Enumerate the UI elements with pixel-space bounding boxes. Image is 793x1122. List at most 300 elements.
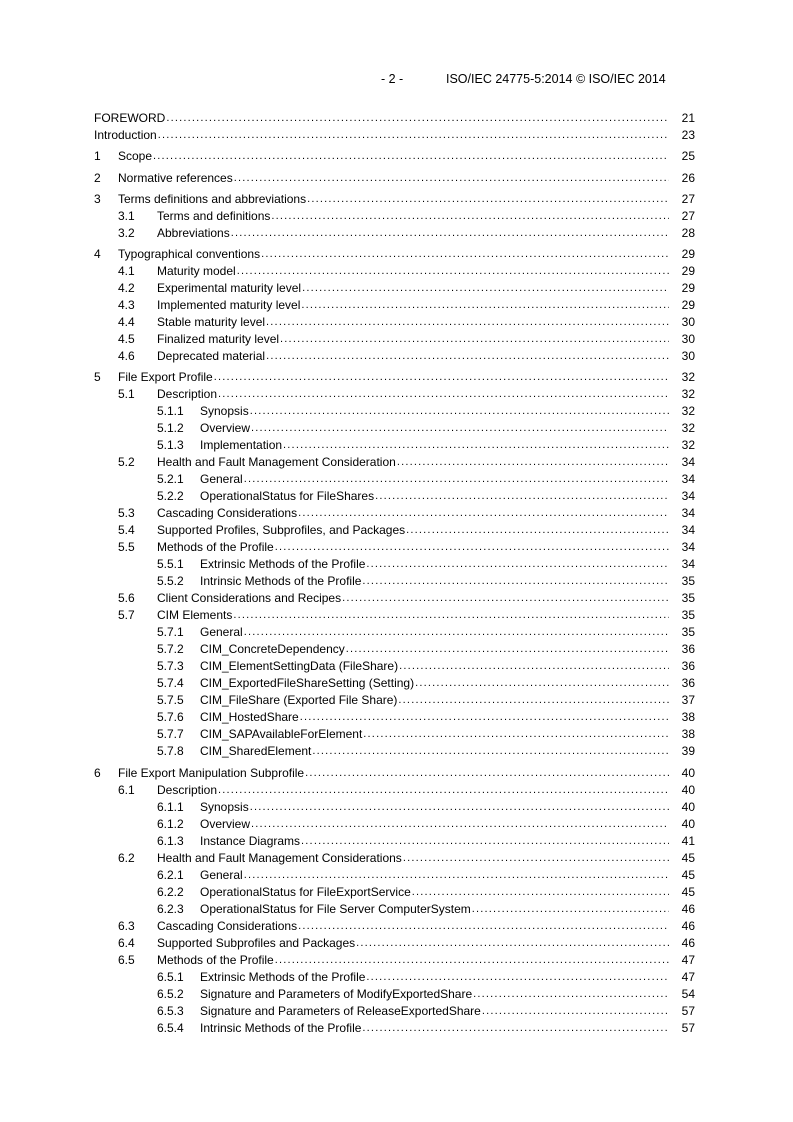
dot-leader — [398, 692, 669, 709]
dot-leader — [363, 726, 669, 743]
toc-page-number: 46 — [681, 935, 695, 950]
dot-leader — [298, 505, 669, 522]
toc-title: Description — [157, 782, 218, 797]
dot-leader — [237, 263, 669, 280]
toc-title: Client Considerations and Recipes — [157, 591, 342, 606]
toc-title: General — [200, 472, 243, 487]
dot-leader — [244, 471, 669, 488]
dot-leader — [275, 539, 669, 556]
toc-title-with-leader — [157, 607, 669, 624]
toc-title: Methods of the Profile — [157, 540, 274, 555]
toc-section-number: 5.7.4 — [157, 676, 184, 691]
toc-title: Supported Profiles, Subprofiles, and Packages — [157, 523, 406, 538]
toc-section-number: 6.5.1 — [157, 969, 184, 984]
toc-entry[interactable] — [94, 471, 695, 488]
toc-entry[interactable] — [94, 969, 695, 986]
toc-page-number: 40 — [681, 782, 695, 797]
toc-title: Implemented maturity level — [157, 298, 301, 313]
toc-entry[interactable] — [94, 191, 695, 208]
dot-leader — [261, 246, 669, 263]
toc-section-number: 5.1.1 — [157, 404, 184, 419]
toc-section-number: 5 — [94, 370, 101, 385]
dot-leader — [362, 573, 669, 590]
toc-entry[interactable] — [94, 799, 695, 816]
dot-leader — [244, 624, 669, 641]
dot-leader — [397, 454, 669, 471]
toc-section-number: 6.5.3 — [157, 1003, 184, 1018]
toc-title-with-leader — [157, 505, 669, 522]
toc-page-number: 45 — [681, 884, 695, 899]
dot-leader — [214, 369, 669, 386]
toc-section-number: 6.3 — [118, 918, 135, 933]
toc-title-with-leader — [157, 348, 669, 365]
dot-leader — [312, 743, 669, 760]
toc-page-number: 40 — [681, 799, 695, 814]
toc-entry[interactable] — [94, 726, 695, 743]
toc-title-with-leader — [200, 403, 669, 420]
toc-title-with-leader — [157, 263, 669, 280]
toc-entry[interactable] — [94, 692, 695, 709]
toc-page-number: 34 — [681, 523, 695, 538]
toc-title-with-leader — [200, 709, 669, 726]
dot-leader — [301, 833, 669, 850]
toc-title: General — [200, 625, 243, 640]
toc-section-number: 5.1.2 — [157, 421, 184, 436]
toc-entry[interactable] — [94, 522, 695, 539]
toc-entry[interactable] — [94, 225, 695, 242]
toc-title-with-leader — [200, 471, 669, 488]
toc-section-number: 5.7.3 — [157, 659, 184, 674]
toc-title: Normative references — [118, 170, 233, 185]
toc-page-number: 27 — [681, 191, 695, 206]
toc-entry[interactable] — [94, 331, 695, 348]
toc-title-with-leader — [200, 833, 669, 850]
dot-leader — [251, 420, 669, 437]
toc-page-number: 36 — [681, 642, 695, 657]
toc-title-with-leader — [200, 884, 669, 901]
toc-section-number: 5.5.2 — [157, 574, 184, 589]
toc-title: Typographical conventions — [118, 247, 261, 262]
toc-title-with-leader — [200, 867, 669, 884]
dot-leader — [473, 986, 669, 1003]
dot-leader — [307, 191, 669, 208]
toc-page-number: 46 — [681, 918, 695, 933]
toc-title: Terms and definitions — [157, 208, 271, 223]
dot-leader — [166, 110, 669, 127]
toc-section-number: 1 — [94, 149, 101, 164]
toc-entry[interactable] — [94, 127, 695, 144]
toc-section-number: 4.5 — [118, 332, 135, 347]
toc-entry[interactable] — [94, 488, 695, 505]
toc-entry[interactable] — [94, 901, 695, 918]
toc-entry[interactable] — [94, 816, 695, 833]
dot-leader — [275, 952, 669, 969]
toc-entry[interactable] — [94, 833, 695, 850]
toc-section-number: 5.5 — [118, 540, 135, 555]
toc-title-with-leader — [200, 573, 669, 590]
toc-page-number: 34 — [681, 489, 695, 504]
toc-title-with-leader — [200, 816, 669, 833]
toc-entry[interactable] — [94, 624, 695, 641]
toc-entry[interactable] — [94, 1003, 695, 1020]
toc-title: Cascading Considerations — [157, 918, 298, 933]
toc-title-with-leader — [157, 280, 669, 297]
dot-leader — [482, 1003, 669, 1020]
toc-entry[interactable] — [94, 675, 695, 692]
toc-title: CIM_ExportedFileShareSetting (Setting) — [200, 676, 415, 691]
dot-leader — [472, 901, 669, 918]
toc-title: Stable maturity level — [157, 315, 266, 330]
dot-leader — [362, 1020, 669, 1037]
toc-title-with-leader — [157, 522, 669, 539]
toc-section-number: 3 — [94, 191, 101, 206]
toc-section-number: 5.4 — [118, 523, 135, 538]
toc-entry[interactable] — [94, 314, 695, 331]
toc-title-with-leader — [200, 641, 669, 658]
toc-entry[interactable] — [94, 952, 695, 969]
dot-leader — [375, 488, 669, 505]
toc-section-number: 5.1 — [118, 387, 135, 402]
toc-page-number: 38 — [681, 727, 695, 742]
toc-page-number: 45 — [681, 850, 695, 865]
toc-page-number: 36 — [681, 676, 695, 691]
dot-leader — [298, 918, 669, 935]
toc-section-number: 3.1 — [118, 208, 135, 223]
toc-section-number: 6.1 — [118, 782, 135, 797]
toc-entry[interactable] — [94, 867, 695, 884]
dot-leader — [244, 867, 669, 884]
toc-page-number: 34 — [681, 455, 695, 470]
toc-entry[interactable] — [94, 148, 695, 165]
toc-entry[interactable] — [94, 369, 695, 386]
dot-leader — [366, 969, 669, 986]
toc-title: Instance Diagrams — [200, 833, 301, 848]
toc-section-number: 4.6 — [118, 349, 135, 364]
toc-section-number: 2 — [94, 170, 101, 185]
dot-leader — [158, 127, 669, 144]
toc-page-number: 30 — [681, 349, 695, 364]
toc-title-with-leader — [200, 692, 669, 709]
toc-section-number: 5.1.3 — [157, 438, 184, 453]
toc-page-number: 35 — [681, 591, 695, 606]
toc-title-with-leader — [157, 850, 669, 867]
toc-page-number: 46 — [681, 901, 695, 916]
toc-entry[interactable] — [94, 935, 695, 952]
toc-entry[interactable] — [94, 1020, 695, 1037]
toc-title: Scope — [118, 149, 153, 164]
toc-section-number: 5.7.7 — [157, 727, 184, 742]
toc-entry[interactable] — [94, 437, 695, 454]
toc-entry[interactable] — [94, 403, 695, 420]
toc-entry[interactable] — [94, 170, 695, 187]
toc-title: Signature and Parameters of ModifyExportedShare — [200, 986, 473, 1001]
toc-title-with-leader — [118, 170, 669, 187]
toc-title: Experimental maturity level — [157, 281, 302, 296]
toc-title-with-leader — [200, 488, 669, 505]
toc-title: Synopsis — [200, 799, 249, 814]
toc-title: Extrinsic Methods of the Profile — [200, 557, 366, 572]
toc-title-with-leader — [94, 110, 669, 127]
toc-page-number: 36 — [681, 659, 695, 674]
toc-section-number: 6.4 — [118, 935, 135, 950]
toc-section-number: 5.5.1 — [157, 557, 184, 572]
toc-title: CIM_FileShare (Exported File Share) — [200, 693, 398, 708]
dot-leader — [415, 675, 669, 692]
dot-leader — [218, 782, 669, 799]
dot-leader — [234, 170, 669, 187]
toc-title: OperationalStatus for File Server ComputerSystem — [200, 901, 471, 916]
toc-title-with-leader — [200, 901, 669, 918]
toc-title-with-leader — [200, 658, 669, 675]
toc-title: Implementation — [200, 438, 283, 453]
toc-section-number: 6.5 — [118, 952, 135, 967]
toc-title: Extrinsic Methods of the Profile — [200, 969, 366, 984]
dot-leader — [280, 331, 669, 348]
toc-page-number: 47 — [681, 969, 695, 984]
toc-section-number: 5.7.2 — [157, 642, 184, 657]
dot-leader — [366, 556, 669, 573]
toc-entry[interactable] — [94, 850, 695, 867]
toc-entry[interactable] — [94, 280, 695, 297]
toc-entry[interactable] — [94, 297, 695, 314]
toc-title-with-leader — [157, 297, 669, 314]
toc-page-number: 29 — [681, 298, 695, 313]
toc-section-number: 6.5.4 — [157, 1020, 184, 1035]
toc-page-number: 39 — [681, 744, 695, 759]
toc-title: CIM_ConcreteDependency — [200, 642, 345, 657]
toc-section-number: 5.2 — [118, 455, 135, 470]
toc-section-number: 5.2.2 — [157, 489, 184, 504]
toc-title-with-leader — [200, 624, 669, 641]
toc-entry[interactable] — [94, 420, 695, 437]
toc-section-number: 5.6 — [118, 591, 135, 606]
toc-title: CIM_HostedShare — [200, 710, 299, 725]
dot-leader — [233, 607, 669, 624]
page-number-label: - 2 - — [381, 72, 404, 86]
toc-title-with-leader — [157, 935, 669, 952]
toc-entry[interactable] — [94, 454, 695, 471]
toc-title-with-leader — [118, 246, 669, 263]
dot-leader — [305, 765, 669, 782]
toc-page-number: 34 — [681, 540, 695, 555]
toc-page-number: 32 — [681, 438, 695, 453]
toc-page-number: 23 — [681, 128, 695, 142]
dot-leader — [271, 208, 669, 225]
toc-entry[interactable] — [94, 743, 695, 760]
toc-title-with-leader — [157, 782, 669, 799]
toc-title-with-leader — [200, 420, 669, 437]
toc-entry[interactable] — [94, 539, 695, 556]
toc-section-number: 5.7 — [118, 608, 135, 623]
toc-entry[interactable] — [94, 658, 695, 675]
toc-page-number: 34 — [681, 506, 695, 521]
toc-section-number: 4.3 — [118, 298, 135, 313]
toc-title: Deprecated material — [157, 349, 266, 364]
toc-title-with-leader — [200, 437, 669, 454]
toc-entry[interactable] — [94, 556, 695, 573]
toc-title: OperationalStatus for FileExportService — [200, 884, 411, 899]
toc-title: CIM Elements — [157, 608, 233, 623]
toc-title: File Export Profile — [118, 370, 213, 385]
dot-leader — [403, 850, 669, 867]
toc-page-number: 26 — [681, 170, 695, 185]
dot-leader — [300, 709, 669, 726]
toc-title: OperationalStatus for FileShares — [200, 489, 375, 504]
toc-entry[interactable] — [94, 208, 695, 225]
toc-section-number: 4.4 — [118, 315, 135, 330]
toc-section-number: 6.2 — [118, 850, 135, 865]
toc-title-with-leader — [157, 386, 669, 403]
toc-section-number: 6.1.3 — [157, 833, 184, 848]
dot-leader — [266, 348, 669, 365]
toc-title-with-leader — [94, 127, 669, 144]
toc-title-with-leader — [200, 726, 669, 743]
toc-title-with-leader — [200, 675, 669, 692]
toc-title-with-leader — [157, 454, 669, 471]
dot-leader — [412, 884, 669, 901]
toc-section-number: 4.1 — [118, 264, 135, 279]
toc-title: Intrinsic Methods of the Profile — [200, 1020, 362, 1035]
toc-entry[interactable] — [94, 505, 695, 522]
toc-title: General — [200, 867, 243, 882]
toc-title-with-leader — [157, 918, 669, 935]
toc-section-number: 6.1.2 — [157, 816, 184, 831]
toc-page-number: 54 — [681, 986, 695, 1001]
toc-entry[interactable] — [94, 246, 695, 263]
toc-title: Introduction — [94, 128, 157, 142]
toc-section-number: 4 — [94, 247, 101, 262]
toc-page-number: 38 — [681, 710, 695, 725]
toc-title-with-leader — [157, 952, 669, 969]
toc-title-with-leader — [157, 225, 669, 242]
toc-page-number: 30 — [681, 332, 695, 347]
toc-page-number: 47 — [681, 952, 695, 967]
toc-title-with-leader — [200, 799, 669, 816]
toc-page-number: 29 — [681, 264, 695, 279]
toc-title-with-leader — [118, 369, 669, 386]
toc-entry[interactable] — [94, 765, 695, 782]
toc-page-number: 34 — [681, 472, 695, 487]
toc-page-number: 37 — [681, 693, 695, 708]
toc-page-number: 32 — [681, 370, 695, 385]
toc-section-number: 6.2.2 — [157, 884, 184, 899]
toc-page-number: 29 — [681, 281, 695, 296]
toc-title-with-leader — [200, 969, 669, 986]
toc-page-number: 40 — [681, 816, 695, 831]
toc-entry[interactable] — [94, 573, 695, 590]
toc-section-number: 4.2 — [118, 281, 135, 296]
toc-title: CIM_SharedElement — [200, 744, 312, 759]
toc-entry[interactable] — [94, 986, 695, 1003]
toc-page-number: 28 — [681, 225, 695, 240]
toc-title-with-leader — [200, 1020, 669, 1037]
toc-section-number: 5.7.1 — [157, 625, 184, 640]
toc-title: Maturity model — [157, 264, 236, 279]
toc-title: Overview — [200, 421, 251, 436]
dot-leader — [302, 280, 669, 297]
toc-title: Cascading Considerations — [157, 506, 298, 521]
toc-entry[interactable] — [94, 386, 695, 403]
dot-leader — [153, 148, 669, 165]
toc-title-with-leader — [200, 1003, 669, 1020]
dot-leader — [346, 641, 669, 658]
toc-title-with-leader — [118, 148, 669, 165]
dot-leader — [283, 437, 669, 454]
toc-title-with-leader — [157, 208, 669, 225]
toc-entry[interactable] — [94, 607, 695, 624]
toc-page-number: 35 — [681, 625, 695, 640]
toc-entry[interactable] — [94, 590, 695, 607]
toc-page-number: 30 — [681, 315, 695, 330]
toc-title-with-leader — [157, 539, 669, 556]
toc-entry[interactable] — [94, 782, 695, 799]
toc-title-with-leader — [200, 556, 669, 573]
dot-leader — [218, 386, 669, 403]
toc-title: Finalized maturity level — [157, 332, 280, 347]
toc-page-number: 27 — [681, 208, 695, 223]
toc-title-with-leader — [118, 191, 669, 208]
toc-section-number: 5.7.6 — [157, 710, 184, 725]
toc-page-number: 35 — [681, 608, 695, 623]
dot-leader — [250, 799, 669, 816]
toc-section-number: 3.2 — [118, 225, 135, 240]
toc-page-number: 57 — [681, 1003, 695, 1018]
toc-section-number: 5.2.1 — [157, 472, 184, 487]
toc-entry[interactable] — [94, 918, 695, 935]
toc-entry[interactable] — [94, 641, 695, 658]
toc-title: Intrinsic Methods of the Profile — [200, 574, 362, 589]
toc-title: CIM_SAPAvailableForElement — [200, 727, 363, 742]
dot-leader — [266, 314, 669, 331]
toc-page-number: 45 — [681, 867, 695, 882]
dot-leader — [356, 935, 669, 952]
dot-leader — [250, 403, 669, 420]
toc-page-number: 29 — [681, 247, 695, 262]
toc-entry[interactable] — [94, 110, 695, 127]
toc-title: Health and Fault Management Considerations — [157, 850, 402, 865]
dot-leader — [251, 816, 669, 833]
dot-leader — [301, 297, 669, 314]
toc-page-number: 57 — [681, 1020, 695, 1035]
toc-title: Description — [157, 387, 218, 402]
toc-title-with-leader — [157, 314, 669, 331]
toc-entry[interactable] — [94, 348, 695, 365]
toc-title: File Export Manipulation Subprofile — [118, 765, 305, 780]
toc-title-with-leader — [157, 331, 669, 348]
toc-section-number: 6 — [94, 765, 101, 780]
toc-title: Methods of the Profile — [157, 952, 274, 967]
toc-title: Supported Subprofiles and Packages — [157, 935, 356, 950]
toc-title-with-leader — [200, 986, 669, 1003]
toc-title: Health and Fault Management Consideration — [157, 455, 396, 470]
toc-section-number: 5.7.5 — [157, 693, 184, 708]
toc-page-number: 40 — [681, 765, 695, 780]
toc-title: CIM_ElementSettingData (FileShare) — [200, 659, 399, 674]
toc-section-number: 5.3 — [118, 506, 135, 521]
toc-entry[interactable] — [94, 263, 695, 280]
toc-page-number: 41 — [681, 833, 695, 848]
toc-entry[interactable] — [94, 884, 695, 901]
toc-section-number: 6.5.2 — [157, 986, 184, 1001]
toc-page-number: 32 — [681, 387, 695, 402]
dot-leader — [342, 590, 669, 607]
toc-title: Signature and Parameters of ReleaseExportedShare — [200, 1003, 481, 1018]
toc-section-number: 6.1.1 — [157, 799, 184, 814]
toc-title: FOREWORD — [94, 111, 166, 125]
toc-title-with-leader — [157, 590, 669, 607]
toc-entry[interactable] — [94, 709, 695, 726]
toc-section-number: 5.7.8 — [157, 744, 184, 759]
